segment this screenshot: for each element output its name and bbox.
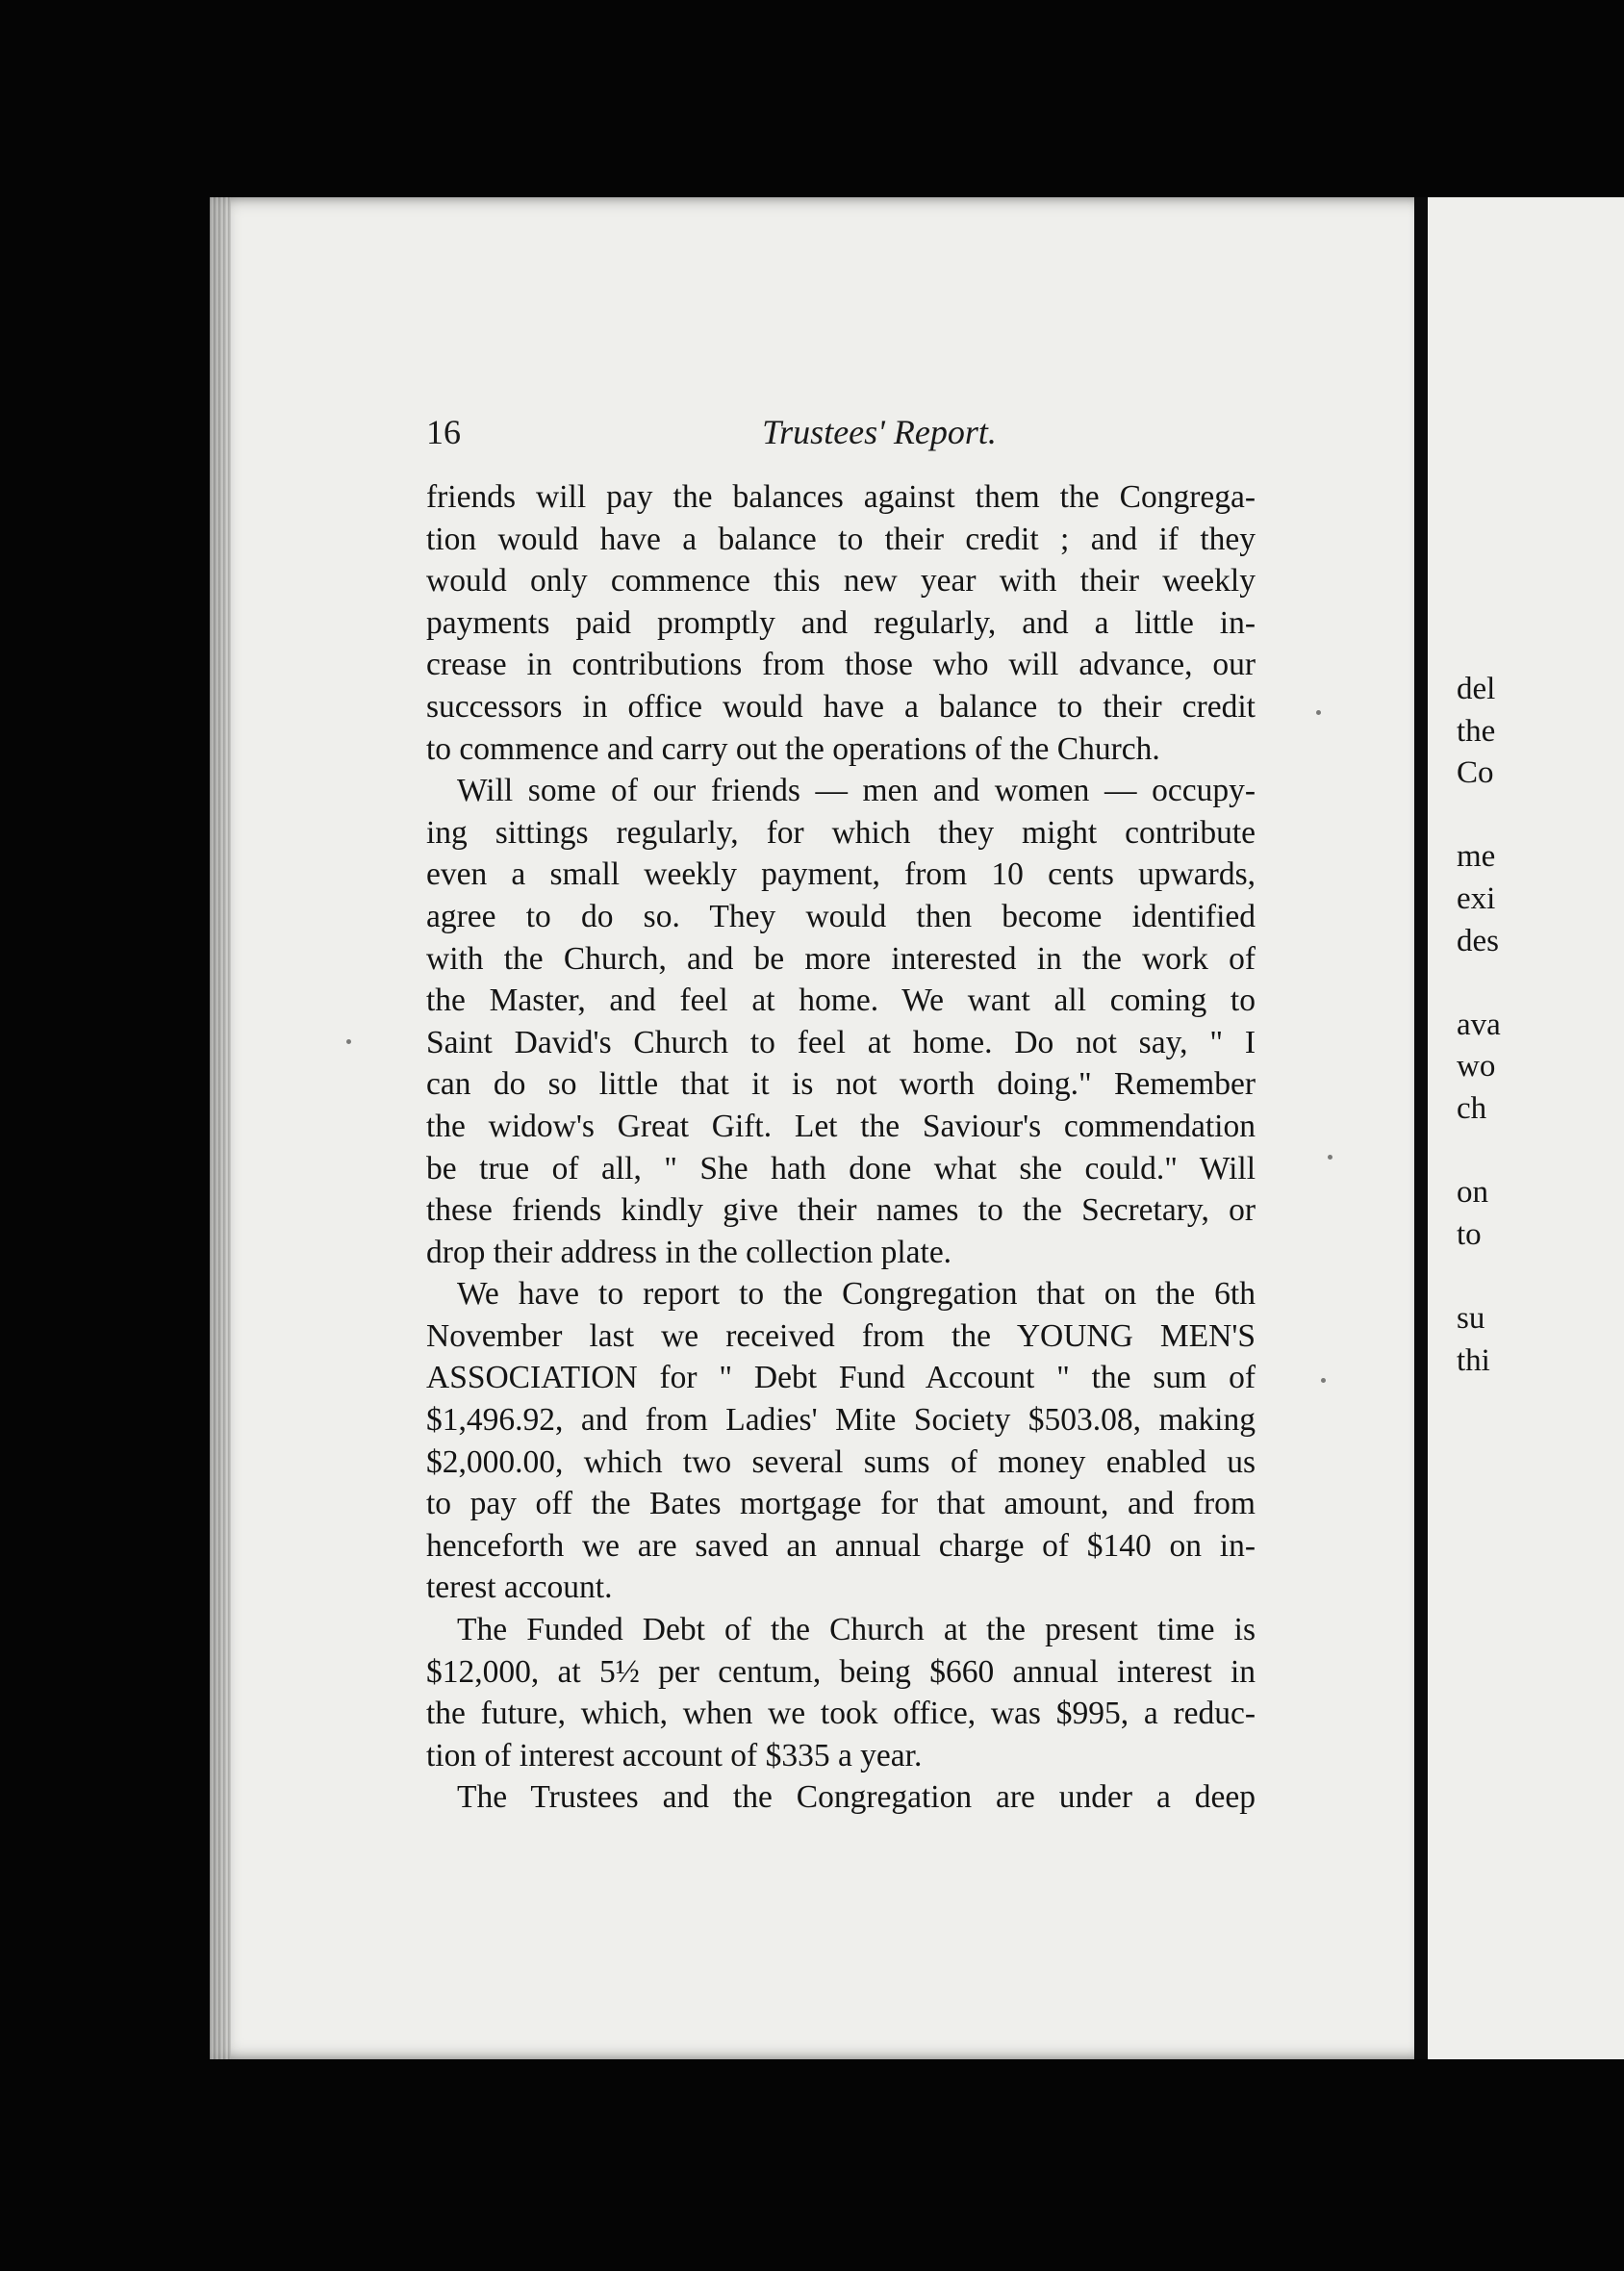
facing-fragment [1457, 1256, 1501, 1298]
text-line: these friends kindly give their names to the Secretary, or [426, 1192, 1256, 1229]
text-line: Will some of our friends — men and women — occupy- [457, 773, 1256, 809]
scan-speck [1321, 1378, 1326, 1383]
text-line: payments paid promptly and regularly, and a little in- [426, 604, 1256, 641]
facing-fragment: exi [1457, 880, 1496, 916]
text-line: would only commence this new year with their weekly [426, 563, 1256, 600]
text-line: crease in contributions from those who will advance, our [426, 647, 1256, 683]
text-line: to pay off the Bates mortgage for that amount, and from [426, 1486, 1256, 1522]
running-head [426, 412, 1256, 460]
text-line: the widow's Great Gift. Let the Saviour's commendation [426, 1108, 1256, 1144]
text-line: with the Church, and be more interested in the work of [426, 940, 1256, 977]
book-gutter [1414, 197, 1428, 2059]
text-line: successors in office would have a balance to their credit [426, 688, 1256, 725]
text-line: can do so little that it is not worth doing." Remember [426, 1066, 1256, 1103]
text-line: Saint David's Church to feel at home. Do not say, " I [426, 1024, 1256, 1060]
text-line: friends will pay the balances against them the Congrega- [426, 479, 1256, 515]
scan-speck [1316, 710, 1321, 715]
scan-speck [1328, 1155, 1332, 1160]
text-line: be true of all, " She hath done what she could." Will [426, 1150, 1256, 1187]
right-page [1428, 197, 1624, 2059]
text-line: November last we received from the YOUNG MEN'S [426, 1317, 1256, 1354]
facing-fragment: des [1457, 923, 1499, 958]
facing-fragment: wo [1457, 1049, 1496, 1084]
text-line: ASSOCIATION for " Debt Fund Account " the sum of [426, 1360, 1256, 1396]
facing-fragment: on [1457, 1175, 1488, 1211]
text-line: The Funded Debt of the Church at the present time is [457, 1612, 1256, 1648]
text-line: the future, which, when we took office, was $995, a reduc- [426, 1696, 1256, 1732]
facing-page-text [1457, 669, 1501, 1382]
facing-fragment: ch [1457, 1090, 1487, 1126]
text-line: the Master, and feel at home. We want all coming to [426, 982, 1256, 1019]
text-line: terest account. [426, 1569, 613, 1606]
text-line: to commence and carry out the operations of the Church. [426, 730, 1160, 767]
text-line: tion would have a balance to their credit ; and if they [426, 521, 1256, 557]
text-line: henceforth we are saved an annual charge of $140 on in- [426, 1527, 1256, 1564]
facing-fragment: thi [1457, 1342, 1490, 1378]
facing-fragment: su [1457, 1300, 1485, 1336]
facing-fragment: ava [1457, 1007, 1501, 1042]
facing-fragment [1457, 962, 1501, 1005]
text-line: The Trustees and the Congregation are under a deep [457, 1779, 1256, 1816]
text-line: agree to do so. They would then become identified [426, 898, 1256, 934]
facing-fragment: to [1457, 1216, 1482, 1252]
text-line: even a small weekly payment, from 10 cents upwards, [426, 856, 1256, 893]
facing-fragment: me [1457, 839, 1496, 875]
page-number: 16 [426, 413, 461, 451]
text-line: $2,000.00, which two several sums of money enabled us [426, 1443, 1256, 1480]
text-line: $12,000, at 5½ per centum, being $660 annual interest in [426, 1653, 1256, 1690]
text-line: We have to report to the Congregation that on the 6th [457, 1276, 1256, 1313]
text-line: tion of interest account of $335 a year. [426, 1737, 923, 1773]
body-text [426, 476, 1256, 1819]
text-line: drop their address in the collection plate. [426, 1234, 952, 1270]
text-line: ing sittings regularly, for which they might contribute [426, 814, 1256, 851]
facing-fragment [1457, 795, 1501, 837]
page-title: Trustees' Report. [762, 413, 997, 451]
scan-speck [346, 1039, 351, 1044]
facing-fragment: Co [1457, 755, 1494, 791]
facing-fragment: del [1457, 672, 1496, 706]
facing-fragment: the [1457, 713, 1496, 749]
text-line: $1,496.92, and from Ladies' Mite Society $503.08, making [426, 1402, 1256, 1439]
facing-fragment [1457, 1131, 1501, 1173]
